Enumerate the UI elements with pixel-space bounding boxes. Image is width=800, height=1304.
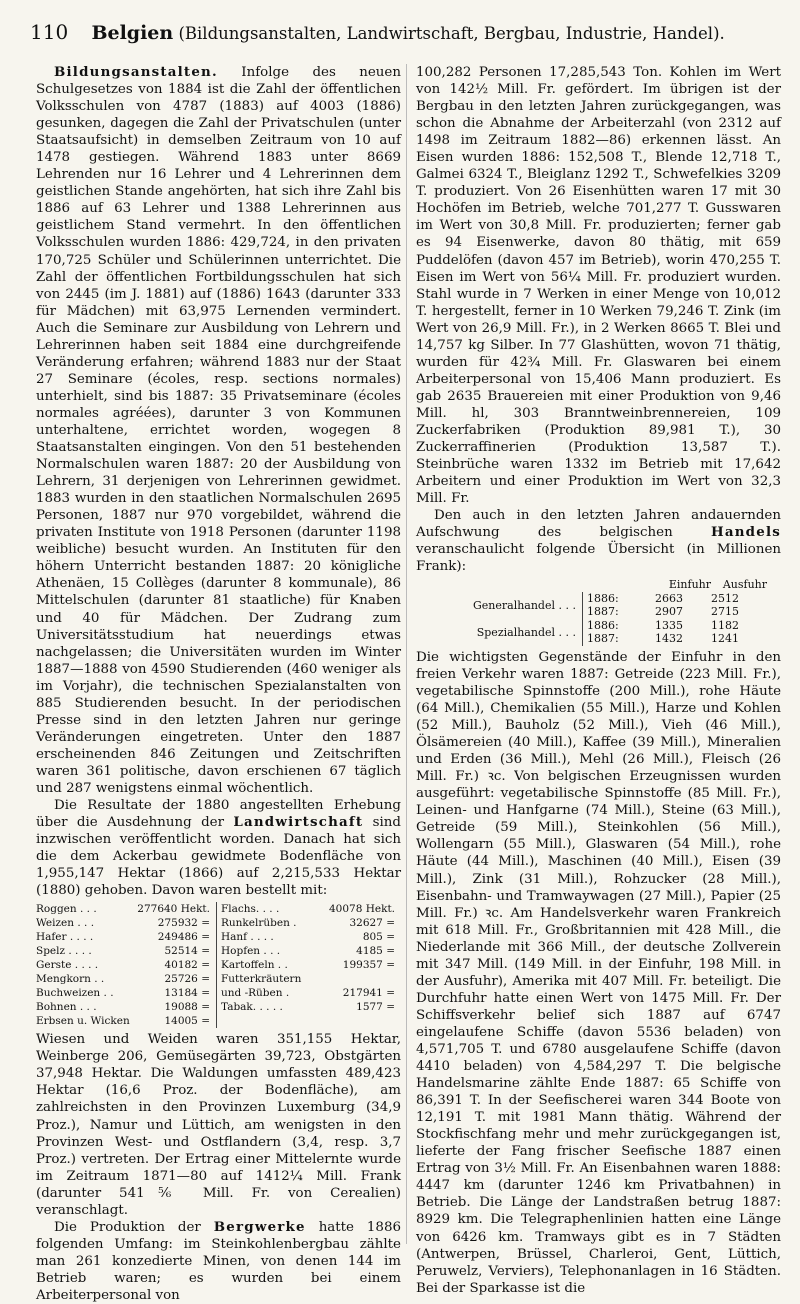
- crop-name: Gerste . . . .: [36, 959, 99, 972]
- crop-value: 4185 =: [356, 945, 395, 958]
- trade-group: [416, 592, 781, 619]
- trade-table: [416, 578, 781, 646]
- section-lead-trade: Handels: [711, 524, 781, 541]
- section-lead-mining: Bergwerke: [213, 1218, 306, 1235]
- production-paragraph: 100,282 Personen 17,285,543 Ton. Kohlen im Wert von 142½ Mill. Fr. gefördert. Im übrigen ist der Bergbau in den letzten Jahren zurückgegangen, was schon die Abnahme der Arbeiterzahl (von 2312 auf 1498 im Zeitraum 1882—86) erkennen lässt. An Eisen wurden 1886: 152,508 T., Blende 12,718 T., Galmei 6324 T., Bleiglanz 1292 T., Schwefelkies 3209 T. produziert. Von 26 Eisenhütten waren 17 mit 30 Hochöfen im Betrieb, welche 701,277 T. Gusswaren im Wert von 30,8 Mill. Fr. produzierten; ferner gab es 94 Eisenwerke, davon 80 thätig, mit 659 Puddelöfen (davon 457 im Betrieb), worin 470,255 T. Eisen im Wert von 56¼ Mill. Fr. produziert wurden. Stahl wurde in 7 Werken in einer Menge von 10,012 T. hergestellt, ferner in 10 Werken 79,246 T. Zink (im Wert von 26,9 Mill. Fr.), in 2 Werken 8665 T. Blei und 14,757 kg Silber. In 77 Glashütten, wovon 71 thätig, wurden für 42¾ Mill. Fr. Glaswaren bei einem Arbeiterpersonal von 15,406 Mann produziert. Es gab 2635 Brauereien mit einer Produktion von 9,46 Mill. hl, 303 Branntweinbrennereien, 109 Zuckerfabriken (Produktion 89,981 T.), 30 Zuckerraffinerien (Produktion 13,587 T.). Steinbrüche waren 1332 im Betrieb mit 17,642 Arbeitern und einer Produktion im Wert von 32,3 Mill. Fr.: [416, 65, 781, 507]
- crop-row: [36, 902, 216, 916]
- education-text: Infolge des neuen Schulgesetzes von 1884 ist die Zahl der öffentlichen Volksschulen von 4787 (1883) auf 4003 (1886) gesunken, dagegen die Zahl der Privatschulen (unter Staatsaufsicht) in demselben Zeitraum von 10 auf 1478 gestiegen. Während 1883 unter 8669 Lehrenden nur 16 Lehrer und 4 Lehrerinnen dem geistlichen Stande angehörten, hat sich ihre Zahl bis 1886 auf 63 Lehrer und 1388 Lehrerinnen aus geistlichem Stand vermehrt. In den öffentlichen Volksschulen wurden 1886: 429,724, in den privaten 170,725 Schüler und Schülerinnen unterrichtet. Die Zahl der öffentlichen Fortbildungsschulen hat sich von 2445 (im J. 1881) auf (1886) 1643 (darunter 333 für Mädchen) mit 63,975 Lernenden vermindert. Auch die Seminare zur Ausbildung von Lehrern und Lehrerinnen haben seit 1884 eine durchgreifende Veränderung erfahren; während 1883 nur der Staat 27 Seminare (écoles, resp. sections normales) unterhielt, sind bis 1887: 35 Privatseminare (écoles normales agréées), darunter 3 von Kommunen unterhaltene, errichtet worden, wogegen 8 Staatsanstalten eingingen. Von den 51 bestehenden Normalschulen waren 1887: 20 der Ausbildung von Lehrern, 31 derjenigen von Lehrerinnen gewidmet. 1883 wurden in den staatlichen Normalschulen 2695 Personen, 1887 nur 970 vorgebildet, während die privaten Institute von 1918 Personen (darunter 1198 weibliche) besucht wurden. An Instituten für den höhern Unterricht bestanden 1887: 20 königliche Athenäen, 15 Collèges (darunter 8 kommunale), 86 Mittelschulen (darunter 81 staatliche) für Knaben und 40 für Mädchen. Der Zudrang zum Universitätsstudium hat neuerdings etwas nachgelassen; die Universitäten wurden im Winter 1887—1888 von 4590 Studierenden (460 weniger als im Vorjahr), die technischen Spezialanstalten von 885 Studierenden besucht. In der periodischen Presse sind in den letzten Jahren nur geringe Veränderungen eingetreten. Unter den 1887 erscheinenden 846 Zeitungen und Zeitschriften waren 361 politische, davon erschienen 67 täglich und 287 wenigstens einmal wöchentlich.: [36, 65, 401, 796]
- trade-export: 1241: [711, 632, 739, 646]
- page-number: 110: [30, 20, 69, 44]
- agriculture-paragraph: [36, 797, 401, 899]
- crop-row: [221, 902, 401, 916]
- crop-value: 52514 =: [164, 945, 210, 958]
- crop-value: 1577 =: [356, 1001, 395, 1014]
- page-subtitle: (Bildungsanstalten, Landwirtschaft, Bergbau, Industrie, Handel).: [178, 24, 725, 43]
- right-column: [416, 64, 781, 1297]
- crop-name: Hanf . . . .: [221, 931, 274, 944]
- crop-row: [36, 972, 216, 986]
- crop-name: Spelz . . . .: [36, 945, 92, 958]
- crop-value: 805 =: [362, 931, 395, 944]
- crop-value: 19088 =: [164, 1001, 210, 1014]
- crop-row: [36, 958, 216, 972]
- trade-group-rows: [582, 619, 781, 646]
- crop-row: [36, 916, 216, 930]
- trade-import: 2907: [655, 605, 683, 619]
- trade-export: 2512: [711, 591, 739, 605]
- section-lead-education: Bildungsanstalten.: [54, 64, 218, 80]
- crop-name: Weizen . . .: [36, 917, 95, 930]
- crop-row: [36, 1014, 216, 1028]
- trade-details-paragraph: Die wichtigsten Gegenstände der Einfuhr in den freien Verkehr waren 1887: Getreide (223 Mill. Fr.), vegetabilische Spinnstoffe (200 Mill.), rohe Häute (64 Mill.), Chemikalien (55 Mill.), Harze und Kohlen (52 Mill.), Bauholz (52 Mill.), Vieh (46 Mill.), Ölsämereien (40 Mill.), Kaffee (39 Mill.), Mineralien und Erden (36 Mill.), Mehl (26 Mill.), Fleisch (26 Mill. Fr.) ꝛc. Von belgischen Erzeugnissen wurden ausgeführt: vegetabilische Spinnstoffe (85 Mill. Fr.), Leinen- und Hanfgarne (74 Mill.), Steine (63 Mill.), Getreide (59 Mill.), Steinkohlen (56 Mill.), Wollengarn (55 Mill.), Glaswaren (54 Mill.), rohe Häute (44 Mill.), Maschinen (40 Mill.), Eisen (39 Mill.), Zink (31 Mill.), Rohzucker (28 Mill.), Eisenbahn- und Tramwaywagen (27 Mill.), Papier (25 Mill. Fr.) ꝛc. Am Handelsverkehr waren Frankreich mit 618 Mill. Fr., Großbritannien mit 428 Mill., die Niederlande mit 366 Mill., der deutsche Zollverein mit 347 Mill. (149 Mill. in der Einfuhr, 198 Mill. in der Ausfuhr), Amerika mit 407 Mill. Fr. beteiligt. Die Durchfuhr hatte einen Wert von 1475 Mill. Fr. Der Schiffsverkehr belief sich 1887 auf 6747 eingelaufene Schiffe (davon 5536 beladen) von 4,571,705 T. und 6780 ausgelaufene Schiffe (davon 4410 beladen) von 4,584,297 T. Die belgische Handelsmarine zählte Ende 1887: 65 Schiffe von 86,391 T. In der Seefischerei waren 344 Boote von 12,191 T. mit 1981 Mann thätig. Während der Stockfischfang mehr und mehr zurückgegangen ist, lieferte der Fang frischer Seefische 1887 einen Ertrag von 3½ Mill. Fr. An Eisenbahnen waren 1888: 4447 km (darunter 1246 km Privatbahnen) in Betrieb. Die Länge der Landstraßen betrug 1887: 8929 km. Die Telegraphenlinien hatten eine Länge von 6426 km. Tramways gibt es in 7 Städten (Antwerpen, Brüssel, Charleroi, Gent, Lüttich, Peruwelz, Verviers), Telephonanlagen in 16 Städten. Bei der Sparkasse ist die: [416, 649, 781, 1296]
- trade-group: [416, 619, 781, 646]
- trade-year: 1887:: [587, 632, 619, 646]
- crop-row: [221, 930, 401, 944]
- crop-name: Tabak. . . . .: [221, 1001, 283, 1014]
- section-lead-agriculture: Landwirtschaft: [233, 814, 364, 831]
- crop-table-right: [216, 902, 401, 1028]
- crop-name: Erbsen u. Wicken: [36, 1015, 130, 1028]
- crop-row: [221, 972, 401, 986]
- agriculture-text-a: Die Resultate der 1880 angestellten Erhebung über die Ausdehnung der: [36, 798, 401, 831]
- crop-value: 275932 =: [157, 917, 210, 930]
- crop-name: Hafer . . . .: [36, 931, 94, 944]
- import-column-header: Einfuhr: [668, 578, 711, 592]
- crop-row: [36, 944, 216, 958]
- agriculture-text-b: sind inzwischen veröffentlicht worden. Danach hat sich die dem Ackerbau gewidmete Bodenfläche von 1,955,147 Hektar (1866) auf 2,215,533 Hektar (1880) gehoben. Davon waren bestellt mit:: [36, 815, 401, 899]
- trade-row: [587, 632, 781, 646]
- trade-import: 1432: [655, 632, 683, 646]
- trade-year: 1886:: [587, 591, 619, 605]
- trade-row: [587, 605, 781, 619]
- crop-row: [221, 1000, 401, 1014]
- crop-row: [36, 986, 216, 1000]
- page-title: Belgien: [91, 22, 174, 44]
- crop-name: und -Rüben .: [221, 987, 290, 1000]
- crop-name: Buchweizen . .: [36, 987, 114, 1000]
- crop-value: 277640 Hekt.: [137, 903, 210, 916]
- crop-name: Mengkorn . .: [36, 973, 105, 986]
- crop-table: [36, 902, 401, 1028]
- trade-row: [587, 619, 781, 633]
- crop-value: 217941 =: [342, 987, 395, 1000]
- mining-paragraph: [36, 1219, 401, 1304]
- education-paragraph: [36, 64, 401, 797]
- page-header: [30, 20, 775, 50]
- trade-text-b: veranschaulicht folgende Übersicht (in Millionen Frank):: [416, 542, 781, 575]
- trade-text-a: Den auch in den letzten Jahren andauernden Aufschwung des belgischen: [416, 508, 781, 541]
- trade-export: 1182: [711, 618, 739, 632]
- crop-row: [221, 916, 401, 930]
- column-divider: [406, 64, 407, 1244]
- crop-name: Roggen . . .: [36, 903, 97, 916]
- trade-intro-paragraph: [416, 507, 781, 575]
- trade-year: 1886:: [587, 618, 619, 632]
- trade-row: [587, 592, 781, 606]
- crop-value: 40182 =: [164, 959, 210, 972]
- crop-name: Hopfen . . .: [221, 945, 281, 958]
- crop-name: Futterkräutern: [221, 973, 302, 986]
- crop-value: 199357 =: [342, 959, 395, 972]
- trade-import: 1335: [655, 618, 683, 632]
- crop-name: Bohnen . . .: [36, 1001, 97, 1014]
- trade-group-label: Spezialhandel . . .: [476, 625, 576, 639]
- crop-row: [36, 930, 216, 944]
- crop-name: Runkelrüben .: [221, 917, 297, 930]
- trade-group-rows: [582, 592, 781, 619]
- trade-table-header: [416, 578, 781, 592]
- left-column: [36, 64, 401, 1304]
- crop-row: [221, 958, 401, 972]
- mining-text-a: Die Produktion der: [54, 1219, 201, 1235]
- crop-name: Kartoffeln . .: [221, 959, 288, 972]
- crop-value: 14005 =: [164, 1015, 210, 1028]
- export-column-header: Ausfuhr: [722, 578, 767, 592]
- trade-year: 1887:: [587, 605, 619, 619]
- crop-row: [36, 1000, 216, 1014]
- trade-table-body: [416, 592, 781, 646]
- crop-row: [221, 986, 401, 1000]
- land-use-paragraph: Wiesen und Weiden waren 351,155 Hektar, Weinberge 206, Gemüsegärten 39,723, Obstgärten 37,948 Hektar. Die Waldungen umfassten 489,423 Hektar (16,6 Proz. der Bodenfläche), am zahlreichsten in den Provinzen Luxemburg (34,9 Proz.), Namur und Lüttich, am wenigsten in den Provinzen West- und Ostflandern (3,4, resp. 3,7 Proz.) vertreten. Der Ertrag einer Mittelernte wurde im Zeitraum 1871—80 auf 1412¼ Mill. Frank (darunter 541⅚ Mill. Fr. von Cerealien) veranschlagt.: [36, 1032, 401, 1218]
- crop-value: 40078 Hekt.: [328, 903, 395, 916]
- mining-text-b: hatte 1886 folgenden Umfang: im Steinkohlenbergbau zählte man 261 konzedierte Minen, von denen 144 im Betrieb waren; es wurden bei einem Arbeiterpersonal von: [36, 1219, 401, 1303]
- crop-value: 249486 =: [157, 931, 210, 944]
- crop-name: Flachs. . . .: [221, 903, 280, 916]
- crop-value: 25726 =: [164, 973, 210, 986]
- crop-table-left: [36, 902, 216, 1028]
- trade-import: 2663: [655, 591, 683, 605]
- trade-group-label: Generalhandel . . .: [472, 598, 576, 612]
- trade-export: 2715: [711, 605, 739, 619]
- crop-value: 13184 =: [164, 987, 210, 1000]
- crop-row: [221, 944, 401, 958]
- crop-value: 32627 =: [349, 917, 395, 930]
